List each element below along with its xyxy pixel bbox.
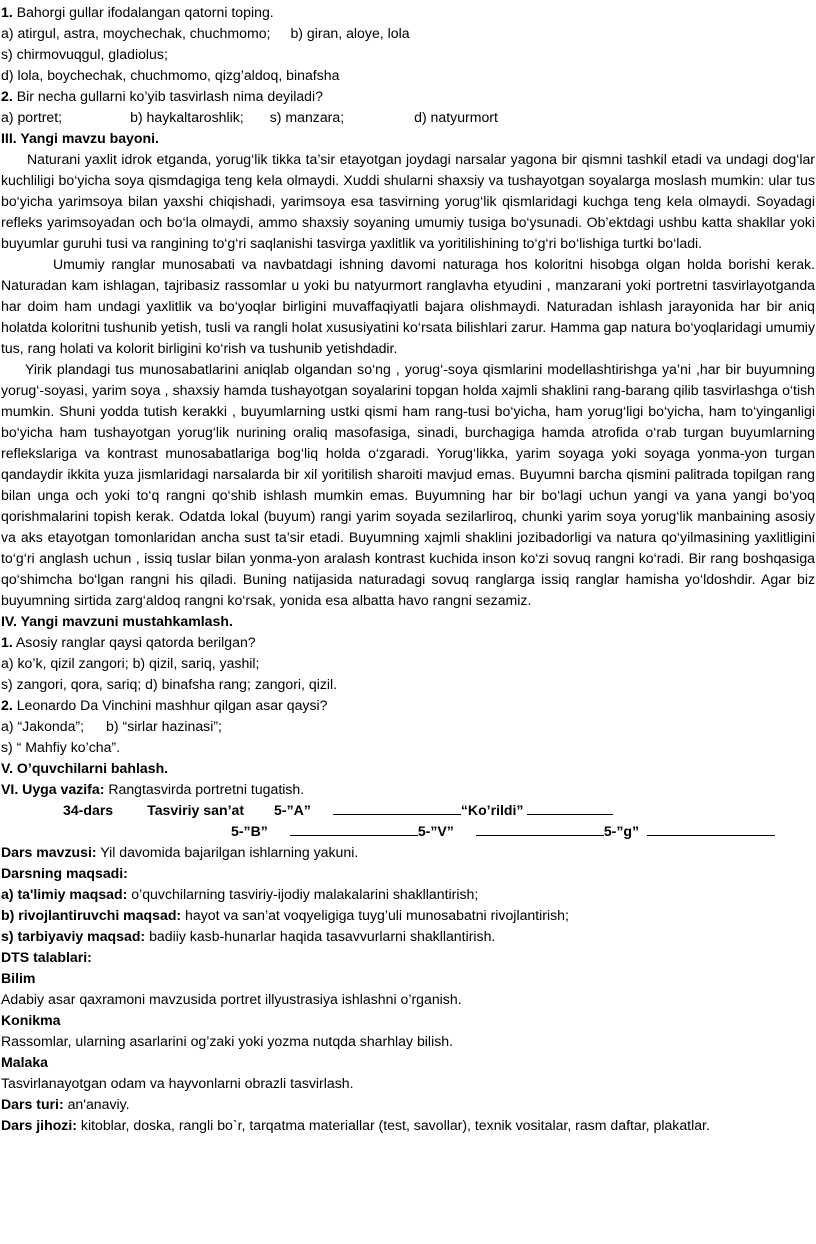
bilim-heading (1, 968, 815, 989)
viewed-label: “Ko’rildi” (460, 802, 524, 818)
question-text: Asosiy ranglar qaysi qatorda berilgan? (15, 634, 256, 650)
lesson-goal-s (1, 926, 815, 947)
malaka-heading (1, 1052, 815, 1073)
option-b: b) “sirlar hazinasi”; (106, 718, 222, 734)
section-heading-4 (1, 611, 815, 632)
goal-a-text: o’quvchilarning tasviriy-ijodiy malakalarini shakllantirish; (131, 886, 479, 902)
homework-line (1, 779, 815, 800)
question-text: Leonardo Da Vinchini mashhur qilgan asar qaysi? (16, 697, 328, 713)
review-option-s: s) chirmovuqgul, gladiolus; (1, 46, 168, 62)
quiz-options-ab-2 (1, 716, 815, 737)
konikma-label: Konikma (1, 1012, 61, 1028)
review-options-row (1, 23, 815, 44)
class-v-label: 5-”V” (417, 823, 454, 839)
review-question-2 (1, 86, 815, 107)
lesson-equipment (1, 1115, 815, 1136)
class-g-blank[interactable] (647, 821, 775, 836)
question-number: 2. (1, 88, 13, 104)
lesson-type (1, 1094, 815, 1115)
section-heading-3 (1, 128, 815, 149)
goal-b-text: hayot va san’at voqyeligiga tuyg’uli munosabatni rivojlantirish; (185, 907, 569, 923)
option-a: a) “Jakonda”; (1, 718, 85, 734)
class-g-label: 5-”g” (603, 823, 640, 839)
dts-label: DTS talablari: (1, 949, 92, 965)
goal-s-label: s) tarbiyaviy maqsad: (1, 928, 146, 944)
type-label: Dars turi: (1, 1096, 64, 1112)
question-number: 1. (1, 4, 13, 20)
type-value: an'anaviy. (67, 1096, 130, 1112)
equipment-value: kitoblar, doska, rangli bo`r, tarqatma materiallar (test, savollar), texnik vositalar, rasm daftar, plakatlar. (80, 1117, 710, 1133)
lesson-subject: Tasviriy san’at (147, 802, 245, 818)
viewed-blank[interactable] (527, 800, 613, 815)
goal-b-label: b) rivojlantiruvchi maqsad: (1, 907, 182, 923)
equipment-label: Dars jihozi: (1, 1117, 77, 1133)
lesson-number: 34-dars (63, 802, 114, 818)
malaka-text: Tasvirlanayotgan odam va hayvonlarni obrazli tasvirlash. (1, 1075, 354, 1091)
option-a: a) atirgul, astra, moychechak, chuchmomo; (1, 25, 271, 41)
malaka-label: Malaka (1, 1054, 49, 1070)
question-text: Bir necha gullarni ko’yib tasvirlash nima deyiladi? (16, 88, 323, 104)
class-v-blank[interactable] (476, 821, 604, 836)
quiz-question-1 (1, 632, 815, 653)
section-heading-text: IV. Yangi mavzuni mustahkamlash. (1, 613, 233, 629)
bilim-text: Adabiy asar qaxramoni mavzusida portret illyustrasiya ishlashni o’rganish. (1, 991, 462, 1007)
option-b: b) haykaltaroshlik; (130, 109, 244, 125)
option-a: a) portret; (1, 109, 63, 125)
bilim-label: Bilim (1, 970, 36, 986)
quiz-option-s: s) “ Mahfiy ko’cha”. (1, 739, 121, 755)
konikma-heading (1, 1010, 815, 1031)
lesson-goal-a (1, 884, 815, 905)
homework-text: Rangtasvirda portretni tugatish. (108, 781, 305, 797)
konikma-text: Rassomlar, ularning asarlarini og’zaki yoki yozma nutqda sharhlay bilish. (1, 1033, 453, 1049)
lesson-goal-b (1, 905, 815, 926)
class-a-blank[interactable] (333, 800, 461, 815)
section-heading-text: V. O’quvchilarni bahlash. (1, 760, 169, 776)
goal-label: Darsning maqsadi: (1, 865, 128, 881)
goal-a-label: a) ta'limiy maqsad: (1, 886, 128, 902)
paragraph-3: Yirik plandagi tus munosabatlarini aniqlab olgandan so‘ng , yorug‘-soya qismlarini modellashtirishga ya’ni ,har bir buyumning yorug‘-soyasi, yarim soya , shaxsiy hamda tushayotgan soyalarini topgan holda xajmli shaklini rang-barang qilib tasvirlashga o‘tish mumkin. Shuni yodda tutish kerakki , buyumlarning ustki qismi ham rang-tusi bo‘yicha, ham yorug‘ligi bo‘yicha, ham to‘yinganligi bo‘yicha ham tushayotgan yorug‘lik nurining oraliq masofasiga, sinadi, burchagiga hamda atrofida o‘rab turgan buyumlarning reflekslariga va kontrast munosabatlariga bog‘liq holda o‘zgaradi. Yorug‘likka, yarim soyaga yoki soyaga yonma-yon turgan qandaydir ikkita yuza jismlaridagi narsalarda bir xil yoritilish sharoiti mavjud emas. Buyumni barcha qismini palitrada topilgan rang bilan unga och yoki to‘q rangni qo‘shib ishlash mumkin emas. Buyumning har bir bo‘lagi uchun yangi va yana yangi bo‘yoq qorishmalarini topish kerak. Odatda lokal (buyum) rangi yarim soyada sezilarliroq, chunki yarim soya yorug‘lik manbaining asosiy va aks etayotgan tomonlaridan ancha sust ta’sir etadi. Buyumning xajmli shaklini jozibadorligi va natura qo‘yilmasining yaxlitligini to‘g‘ri anglash uchun , issiq tuslar bilan yonma-yon aralash kontrast kuchida inson ko‘zi sovuq rangni ko‘radi. Bir rang boshqasiga qo‘shimcha bo‘lgan rangni his qiladi. Buning natijasida naturadagi sovuq ranglarga issiq ranglar hamisha yo‘ldoshdir. Agar biz buyumning sirtida zarg‘aldoq rangni ko‘rsak, yonida esa albatta havo rangni sezamiz. (1, 361, 815, 608)
lesson-topic (1, 842, 815, 863)
review-question-1 (1, 2, 815, 23)
quiz-question-2 (1, 695, 815, 716)
lesson-header-row-2 (1, 821, 815, 842)
section-heading-5 (1, 758, 815, 779)
quiz-options-ab: a) ko’k, qizil zangori; b) qizil, sariq, yashil; (1, 655, 260, 671)
option-d: d) natyurmort (414, 109, 498, 125)
paragraph-2: Umumiy ranglar munosabati va navbatdagi ishning davomi naturaga hos koloritni hisobga olgan holda borishi kerak. Naturadan kam ishlagan, tajribasiz rassomlar u yoki bu natyurmort ranglavha etyudini , manzarani yoki portretni tasvirlayotganda har doim ham undagi yaxlitlik va bo‘yoqlar birligini muvaffaqiyatli bajara olishmaydi. Naturadan ishlash jarayonida har bir aniq holatda koloritni tushunib yetish, tusli va rangli holat xususiyatini ko‘rsata bilishlari zarur. Hamma gap natura bo‘yoqlaridagi umumiy tus, rang holati va kolorit birligini ko‘rish va tushunib yetishdadir. (1, 256, 815, 356)
lesson-header-row-1 (1, 800, 815, 821)
lesson-goal-heading (1, 863, 815, 884)
option-s: s) manzara; (269, 109, 345, 125)
section-heading-text: III. Yangi mavzu bayoni. (1, 130, 159, 146)
topic-value: Yil davomida bajarilgan ishlarning yakuni. (100, 844, 359, 860)
review-options-row-2 (1, 107, 815, 128)
question-text: Bahorgi gullar ifodalangan qatorni toping. (16, 4, 274, 20)
goal-s-text: badiiy kasb-hunarlar haqida tasavvurlarni shakllantirish. (149, 928, 496, 944)
question-number: 1. (1, 634, 13, 650)
question-number: 2. (1, 697, 13, 713)
quiz-options-sd: s) zangori, qora, sariq; d) binafsha rang; zangori, qizil. (1, 676, 338, 692)
class-b-blank[interactable] (290, 821, 418, 836)
class-b-label: 5-”B” (231, 823, 268, 839)
review-option-d: d) lola, boychechak, chuchmomo, qizg’aldoq, binafsha (1, 67, 340, 83)
homework-label: VI. Uyga vazifa: (1, 781, 105, 797)
paragraph-1: Naturani yaxlit idrok etganda, yorug‘lik tikka ta’sir etayotgan joydagi narsalar yagona bir qismni tashkil etadi va undagi dog‘lar kuchliligi bo‘yicha soya qismdagiga teng kela olmaydi. Xuddi shularni shaxsiy va tushayotgan soyalarga moslash mumkin: ular tus bo‘yicha yarimsoya bilan yaxshi chiqishadi, yarimsoya esa tasvirning yorug‘lik qismlaridagi kuchga teng kela olmaydi. Soyadagi refleks yarimsoyadan och bo‘la olmaydi, ammo shaxsiy soyaning umumiy tusiga bo‘ysunadi. Ob’ektdagi ushbu katta shakllar yoki buyumlar guruhi tusi va rangining to‘g‘ri saqlanishi tasvirga yaxlitlik va yoritilishining to‘g‘ri bo‘lishiga turtki bo‘ladi. (1, 151, 815, 251)
dts-heading (1, 947, 815, 968)
class-a-label: 5-”A” (274, 802, 311, 818)
topic-label: Dars mavzusi: (1, 844, 97, 860)
option-b: b) giran, aloye, lola (290, 25, 410, 41)
